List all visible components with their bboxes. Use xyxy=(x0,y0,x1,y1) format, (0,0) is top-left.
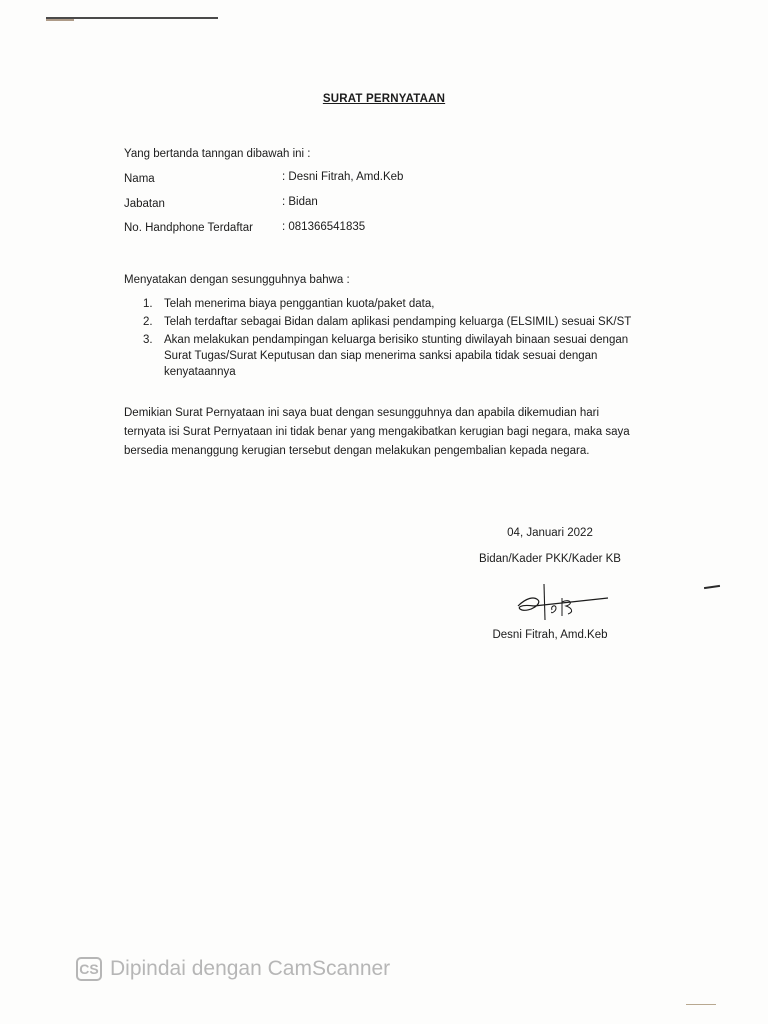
list-item-text: Telah terdaftar sebagai Bidan dalam aplikasi pendamping keluarga (ELSIMIL) sesuai SK/ST xyxy=(164,316,632,328)
list-item-text: Akan melakukan pendampingan keluarga berisiko stunting diwilayah binaan sesuai dengan Surat Tugas/Surat Keputusan dan siap menerima sanksi apabila tidak sesuai dengan kenyataannya xyxy=(164,334,629,378)
document-title: SURAT PERNYATAAN xyxy=(322,93,446,105)
list-item xyxy=(143,314,643,330)
scan-mark xyxy=(686,1004,716,1005)
list-item-number: 1. xyxy=(143,298,153,310)
closing-paragraph: Demikian Surat Pernyataan ini saya buat dengan sesungguhnya dan apabila dikemudian hari ternyata isi Surat Pernyataan ini tidak benar yang mengakibatkan kerugian bagi negara, maka saya bersedia menanggung kerugian tersebut dengan melakukan pengembalian kepada negara. xyxy=(124,407,630,457)
list-item-number: 2. xyxy=(143,316,153,328)
statement-list xyxy=(143,296,643,382)
camscanner-watermark xyxy=(76,955,390,983)
field-label-jabatan: Jabatan xyxy=(124,198,165,210)
field-value-jabatan: : Bidan xyxy=(282,196,318,208)
list-item-number: 3. xyxy=(143,334,153,346)
camscanner-logo-icon: CS xyxy=(76,957,102,981)
field-label-nama: Nama xyxy=(124,173,155,185)
signature-date: 04, Januari 2022 xyxy=(507,527,593,539)
field-label-handphone: No. Handphone Terdaftar xyxy=(124,222,253,234)
scan-mark xyxy=(704,585,720,589)
field-value-handphone: : 081366541835 xyxy=(282,221,366,233)
statement-intro: Menyatakan dengan sesungguhnya bahwa : xyxy=(124,274,350,286)
signer-name: Desni Fitrah, Amd.Keb xyxy=(492,629,608,641)
field-value-nama: : Desni Fitrah, Amd.Keb xyxy=(282,171,404,183)
list-item xyxy=(143,296,643,312)
signer-role: Bidan/Kader PKK/Kader KB xyxy=(479,553,621,565)
watermark-text: Dipindai dengan CamScanner xyxy=(110,957,391,980)
intro-text: Yang bertanda tanngan dibawah ini : xyxy=(124,148,311,160)
list-item xyxy=(143,332,643,380)
signature-mark xyxy=(512,576,612,626)
scan-edge-line xyxy=(46,19,74,21)
list-item-text: Telah menerima biaya penggantian kuota/paket data, xyxy=(164,298,435,310)
